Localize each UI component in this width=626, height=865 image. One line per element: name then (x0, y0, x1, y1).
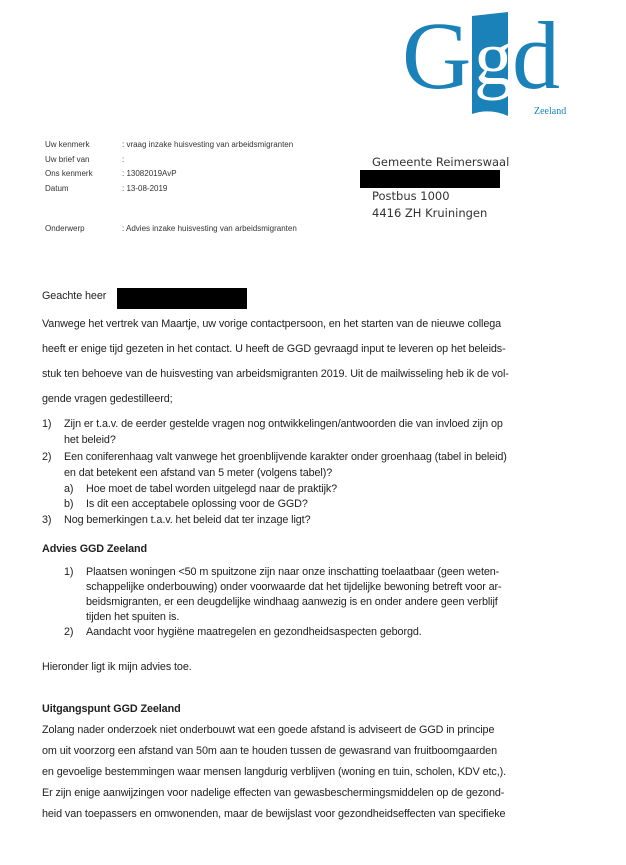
list-number: 3) (42, 514, 52, 526)
meta-value-ons-kenmerk: : 13082019AvP (122, 169, 177, 178)
list-number: a) (64, 483, 74, 495)
paragraph-line: heid van toepassers en omwonenden, maar de bewijslast voor gezondheidseffecten van specifieke (42, 808, 506, 820)
redacted-block (360, 170, 500, 188)
meta-label-uw-kenmerk: Uw kenmerk (45, 140, 90, 149)
list-item: schappelijke onderbouwing) onder voorwaarde dat het tijdelijke bewoning betreft voor ar- (86, 581, 502, 593)
list-number: b) (64, 498, 74, 510)
list-item: Aandacht voor hygiëne maatregelen en gezondheidsaspecten geborgd. (86, 626, 422, 638)
intro-line: gende vragen gedestilleerd; (42, 393, 173, 405)
paragraph-line: Zolang nader onderzoek niet onderbouwt wat een goede afstand is adviseert de GGD in principe (42, 724, 495, 736)
svg-text:G: G (402, 4, 472, 109)
salutation: Geachte heer (42, 290, 107, 302)
intro-line: stuk ten behoeve van de huisvesting van arbeidsmigranten 2019. Uit de mailwisseling heb ik de vol- (42, 368, 509, 380)
list-item: en dat betekent een afstand van 5 meter (volgens tabel)? (64, 467, 333, 479)
meta-value-datum: : 13-08-2019 (122, 184, 168, 193)
list-item: Hoe moet de tabel worden uitgelegd naar de praktijk? (86, 483, 338, 495)
meta-label-uw-brief: Uw brief van (45, 155, 90, 164)
meta-label-ons-kenmerk: Ons kenmerk (45, 169, 93, 178)
closing-line: Hieronder ligt ik mijn advies toe. (42, 661, 192, 673)
list-number: 2) (42, 451, 52, 463)
list-item: beidsmigranten, er een deugdelijke windhaag aanwezig is en onder andere geen verblijf (86, 596, 498, 608)
list-item: tijden het spuiten is. (86, 611, 180, 623)
meta-label-onderwerp: Onderwerp (45, 224, 85, 233)
meta-value-uw-kenmerk: : vraag inzake huisvesting van arbeidsmigranten (122, 140, 294, 149)
meta-label-datum: Datum (45, 184, 69, 193)
advies-heading: Advies GGD Zeeland (42, 543, 147, 555)
intro-line: Vanwege het vertrek van Maartje, uw vorige contactpersoon, en het starten van de nieuwe collega (42, 318, 502, 330)
redacted-name (117, 288, 247, 309)
list-number: 1) (42, 418, 52, 430)
paragraph-line: om uit voorzorg een afstand van 50m aan te houden tussen de gewasrand van fruitboomgaarden (42, 745, 497, 757)
list-item: Zijn er t.a.v. de eerder gestelde vragen nog ontwikkelingen/antwoorden die van invloed zijn op (64, 418, 503, 430)
intro-line: heeft er enige tijd gezeten in het contact. U heeft de GGD gevraagd input te leveren op het beleids- (42, 343, 506, 355)
meta-value-onderwerp: : Advies inzake huisvesting van arbeidsmigranten (122, 224, 297, 233)
address-line-2: 4416 ZH Kruiningen (372, 206, 488, 220)
paragraph-line: Er zijn enige aanwijzingen voor nadelige effecten van gewasbeschermingsmiddelen op de gezond- (42, 787, 505, 799)
svg-text:Zeeland: Zeeland (534, 106, 567, 117)
list-item: Een coniferenhaag valt vanwege het groenblijvende karakter onder groenhaag (tabel in beleid) (64, 451, 507, 463)
ggd-zeeland-logo (400, 4, 584, 122)
meta-value-uw-brief: : (122, 155, 125, 164)
list-item: Nog bemerkingen t.a.v. het beleid dat ter inzage ligt? (64, 514, 311, 526)
list-item: het beleid? (64, 434, 116, 446)
svg-text:g: g (474, 14, 513, 101)
list-number: 1) (64, 566, 74, 578)
address-name: Gemeente Reimerswaal (372, 155, 510, 169)
paragraph-line: en gevoelige bestemmingen waar mensen langdurig verblijven (woning en tuin, scholen, KDV etc,). (42, 766, 507, 778)
list-item: Is dit een acceptabele oplossing voor de GGD? (86, 498, 308, 510)
address-line-1: Postbus 1000 (372, 189, 450, 203)
uitgangspunt-heading: Uitgangspunt GGD Zeeland (42, 703, 181, 715)
list-number: 2) (64, 626, 74, 638)
list-item: Plaatsen woningen <50 m spuitzone zijn naar onze inschatting toelaatbaar (geen weten- (86, 566, 500, 578)
svg-text:d: d (512, 4, 560, 109)
